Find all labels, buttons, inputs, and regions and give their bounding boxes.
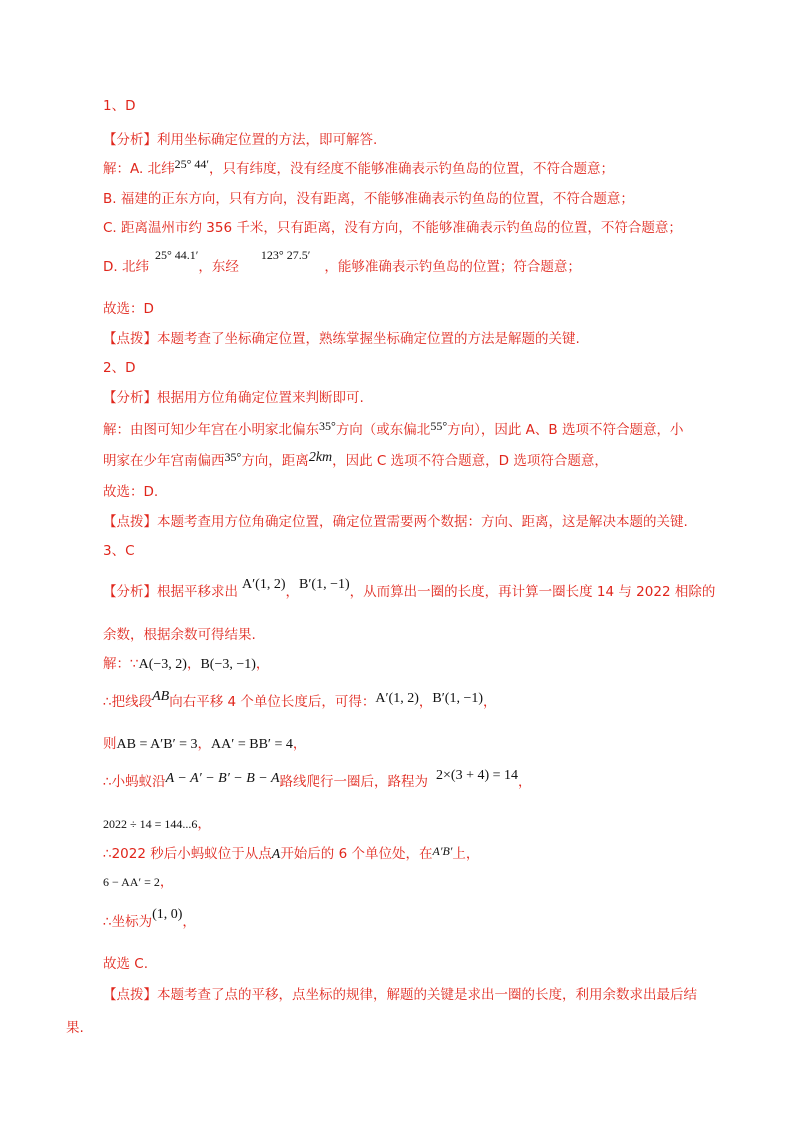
q3-step8: ∴坐标为(1, 0)， <box>103 907 196 930</box>
q1-solution-d: D. 北纬25° 44.1′，东经123° 27.5′，能够准确表示钓鱼岛的位置；符合题意； <box>103 248 581 275</box>
math-latitude: 25° 44′ <box>174 157 210 171</box>
q3-analysis-line2: 余数，根据余数可得结果. <box>103 627 256 643</box>
q3-analysis-line1: 【分析】根据平移求出 A′(1, 2)，B′(1, −1)，从而算出一圈的长度，再计算一圈长度 14 与 2022 相除的 <box>103 577 716 600</box>
tip-tag: 【点拨】 <box>103 331 157 347</box>
analysis-tag: 【分析】 <box>103 584 157 600</box>
q1-solution-a: 解：A. 北纬25° 44′，只有纬度，没有经度不能够准确表示钓鱼岛的位置，不符合题意； <box>103 157 615 177</box>
q3-step4: ∴小蚂蚁沿A − A′ − B′ − B − A路线爬行一圈后，路程为 2×(3 + 4) = 14， <box>103 768 532 790</box>
q1-solution-c: C. 距离温州市约 356 千米，只有距离，没有方向，不能够准确表示钓鱼岛的位置，不符合题意； <box>103 220 682 236</box>
analysis-tag: 【分析】 <box>103 390 157 406</box>
tip-tag: 【点拨】 <box>103 514 157 530</box>
q3-step6: ∴2022 秒后小蚂蚁位于从点A开始后的 6 个单位处，在A′B′上， <box>103 844 480 862</box>
q3-step5: 2022 ÷ 14 = 144...6， <box>103 816 211 832</box>
q3-step3: 则AB = A′B′ = 3，AA′ = BB′ = 4， <box>103 736 307 752</box>
q2-tip: 【点拨】本题考查用方位角确定位置，确定位置需要两个数据：方向、距离，这是解决本题的关键. <box>103 514 688 530</box>
q1-choose: 故选：D <box>103 301 154 317</box>
q3-step2: ∴把线段AB向右平移 4 个单位长度后，可得：A′(1, 2)，B′(1, −1)， <box>103 689 497 710</box>
q2-analysis: 【分析】根据用方位角确定位置来判断即可. <box>103 390 364 406</box>
q2-choose: 故选：D. <box>103 484 159 500</box>
math-latitude: 25° 44.1′ <box>154 248 199 262</box>
q1-tip: 【点拨】本题考查了坐标确定位置，熟练掌握坐标确定位置的方法是解题的关键. <box>103 331 580 347</box>
q3-step7: 6 − AA′ = 2， <box>103 874 174 890</box>
q2-solution-line1: 解：由图可知少年宫在小明家北偏东35°方向（或东偏北55°方向），因此 A、B 选项不符合题意，小 <box>103 419 684 438</box>
q3-tip-line1: 【点拨】本题考查了点的平移，点坐标的规律，解题的关键是求出一圈的长度，利用余数求出最后结 <box>103 987 697 1003</box>
q1-analysis: 【分析】利用坐标确定位置的方法，即可解答. <box>103 132 378 148</box>
q1-solution-b: B. 福建的正东方向，只有方向，没有距离，不能够准确表示钓鱼岛的位置，不符合题意； <box>103 191 634 207</box>
q3-choose: 故选 C. <box>103 956 149 972</box>
analysis-tag: 【分析】 <box>103 132 157 148</box>
q2-solution-line2: 明家在少年宫南偏西35°方向，距离2km，因此 C 选项不符合题意，D 选项符合题意， <box>103 450 608 469</box>
q2-answer: 2、D <box>103 360 136 376</box>
q3-answer: 3、C <box>103 543 135 559</box>
q3-tip-line2: 果. <box>66 1020 84 1036</box>
tip-tag: 【点拨】 <box>103 987 157 1003</box>
q3-step1: 解：∵A(−3, 2)，B(−3, −1)， <box>103 656 270 672</box>
q1-answer: 1、D <box>103 98 136 114</box>
math-longitude: 123° 27.5′ <box>260 248 311 262</box>
